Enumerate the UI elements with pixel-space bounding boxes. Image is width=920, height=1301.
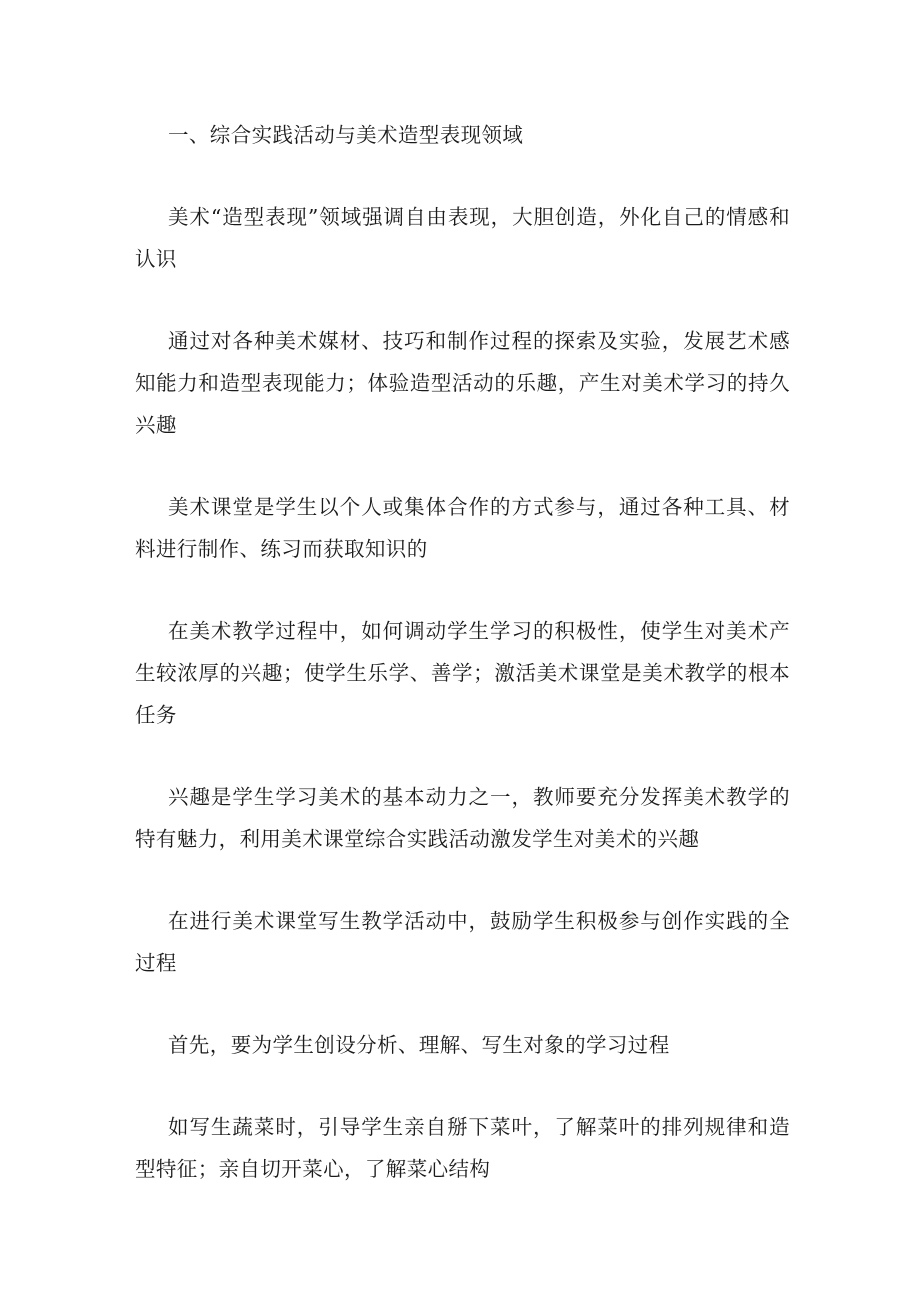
paragraph: 在美术教学过程中，如何调动学生学习的积极性，使学生对美术产生较浓厚的兴趣；使学生乐学、善学；激活美术课堂是美术教学的根本任务 bbox=[135, 619, 790, 727]
paragraph: 在进行美术课堂写生教学活动中，鼓励学生积极参与创作实践的全过程 bbox=[135, 909, 790, 975]
paragraph: 如写生蔬菜时，引导学生亲自掰下菜叶，了解菜叶的排列规律和造型特征；亲自切开菜心，了解菜心结构 bbox=[135, 1115, 790, 1181]
paragraph: 兴趣是学生学习美术的基本动力之一，教师要充分发挥美术教学的特有魅力，利用美术课堂综合实践活动激发学生对美术的兴趣 bbox=[135, 785, 790, 851]
paragraph: 美术课堂是学生以个人或集体合作的方式参与，通过各种工具、材料进行制作、练习而获取知识的 bbox=[135, 495, 790, 561]
paragraph: 通过对各种美术媒材、技巧和制作过程的探索及实验，发展艺术感知能力和造型表现能力；体验造型活动的乐趣，产生对美术学习的持久兴趣 bbox=[135, 329, 790, 437]
section-heading: 一、综合实践活动与美术造型表现领域 bbox=[168, 123, 524, 147]
document-body bbox=[135, 114, 790, 1190]
paragraph: 首先，要为学生创设分析、理解、写生对象的学习过程 bbox=[168, 1033, 670, 1057]
paragraph: 美术“造型表现”领域强调自由表现，大胆创造，外化自己的情感和认识 bbox=[135, 205, 790, 271]
